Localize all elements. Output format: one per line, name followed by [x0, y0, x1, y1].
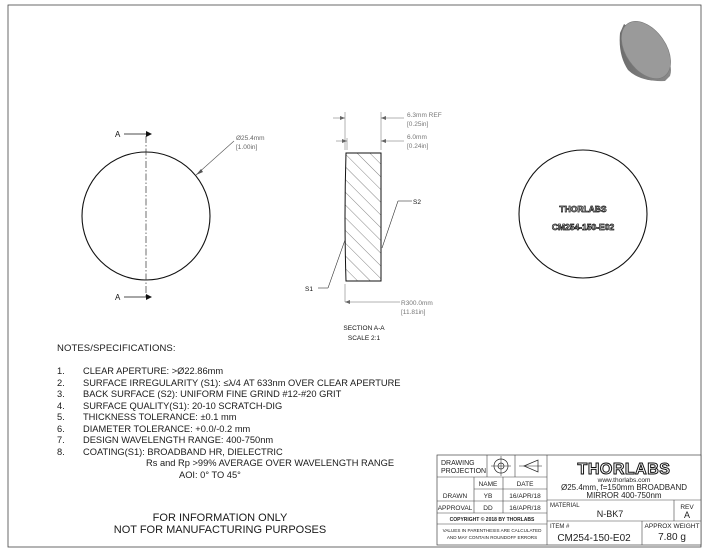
ref-dim-arrow-right — [381, 116, 386, 120]
disclaimer-line1: FOR INFORMATION ONLY — [152, 512, 288, 524]
drawn-date: 16/APR/18 — [509, 493, 541, 500]
material-label: MATERIAL — [550, 503, 580, 509]
section-scale: SCALE 2:1 — [347, 335, 381, 342]
ref-dim-arrow-left — [340, 116, 345, 120]
part-description-line2: MIRROR 400-750nm — [586, 491, 662, 500]
disclaimer-line2: NOT FOR MANUFACTURING PURPOSES — [113, 524, 327, 536]
s2-label: S2 — [413, 199, 421, 206]
title-block-logo: THORLABS — [577, 461, 671, 478]
note-item: 3. BACK SURFACE (S2): UNIFORM FINE GRIND #12-#20 GRIT — [57, 389, 342, 399]
note-item: 5. THICKNESS TOLERANCE: ±0.1 mm — [57, 412, 237, 422]
approval-label: APPROVAL — [437, 505, 473, 512]
approval-date: 16/APR/18 — [509, 505, 541, 512]
thickness-label: 6.0mm — [407, 134, 427, 141]
notes-title: NOTES/SPECIFICATIONS: — [57, 343, 176, 354]
mirror-section-body — [345, 153, 381, 281]
s2-leader — [382, 201, 398, 248]
part-description-line1: Ø25.4mm, f=150mm BROADBAND — [560, 483, 688, 492]
engraving-brand: THORLABS — [559, 204, 607, 214]
s1-label: S1 — [305, 286, 313, 293]
thk-dim-arrow-left — [342, 139, 347, 143]
s1-leader — [328, 240, 345, 288]
back-view — [519, 150, 647, 278]
item-label: ITEM # — [550, 524, 570, 530]
rev-label: REV — [680, 504, 694, 511]
radius-inch: [11.81in] — [401, 309, 426, 316]
section-arrow-top — [146, 131, 152, 137]
website: www.thorlabs.com — [597, 477, 651, 484]
section-caption: SECTION A-A — [343, 325, 385, 332]
weight-label: APPROX WEIGHT — [644, 523, 700, 530]
thk-dim-arrow-right — [381, 139, 386, 143]
thickness-inch: [0.24in] — [407, 143, 429, 150]
note-subline: AOI: 0° TO 45° — [179, 469, 241, 480]
drawing-projection-line1: DRAWING — [441, 460, 475, 467]
notes-list — [57, 366, 401, 481]
radius-label: R300.0mm — [401, 300, 433, 307]
date-header: DATE — [516, 481, 534, 488]
front-view — [82, 130, 265, 302]
material-value: N-BK7 — [596, 509, 624, 519]
ref-thickness-inch: [0.25in] — [407, 121, 429, 128]
isometric-mirror-render — [611, 12, 680, 87]
drawn-label: DRAWN — [442, 493, 468, 500]
note-item: 6. DIAMETER TOLERANCE: +0.0/-0.2 mm — [57, 423, 251, 434]
values-note-line1: VALUES IN PARENTHESIS ARE CALCULATED — [442, 528, 542, 533]
drawing-projection-line2: PROJECTION — [441, 468, 487, 475]
ref-thickness-label: 6.3mm REF — [407, 112, 442, 119]
approval-name: DD — [483, 505, 493, 512]
item-number: CM254-150-E02 — [557, 533, 631, 544]
section-label-top: A — [115, 130, 121, 139]
name-header: NAME — [478, 481, 498, 488]
back-view-circle — [519, 150, 647, 278]
note-item: 7. DESIGN WAVELENGTH RANGE: 400-750nm — [57, 435, 274, 445]
diameter-label: Ø25.4mm — [236, 135, 265, 142]
diameter-leader — [196, 141, 234, 175]
disclaimer — [100, 512, 340, 536]
section-label-bottom: A — [115, 293, 121, 302]
diameter-inch: [1.00in] — [236, 144, 258, 151]
note-item: 2. SURFACE IRREGULARITY (S1): ≤λ/4 AT 633nm OVER CLEAR APERTURE — [57, 377, 401, 388]
weight-value: 7.80 g — [658, 532, 686, 543]
section-view — [305, 112, 442, 342]
title-block — [437, 455, 701, 545]
note-item: 1. CLEAR APERTURE: >Ø22.86mm — [57, 366, 224, 376]
drawn-name: YB — [483, 493, 493, 500]
radius-arrow — [345, 300, 350, 304]
copyright: COPYRIGHT © 2018 BY THORLABS — [449, 517, 535, 523]
values-note-line2: AND MAY CONTAIN ROUNDOFF ERRORS — [446, 535, 538, 540]
note-item: 4. SURFACE QUALITY(S1): 20-10 SCRATCH-DIG — [57, 400, 283, 411]
engraving-part-number: CM254-150-E02 — [551, 222, 615, 232]
note-subline: Rs and Rp >99% AVERAGE OVER WAVELENGTH RANGE — [146, 458, 395, 468]
section-arrow-bottom — [146, 294, 152, 300]
note-item: 8. COATING(S1): BROADBAND HR, DIELECTRIC — [57, 446, 283, 457]
rev-value: A — [683, 510, 691, 520]
